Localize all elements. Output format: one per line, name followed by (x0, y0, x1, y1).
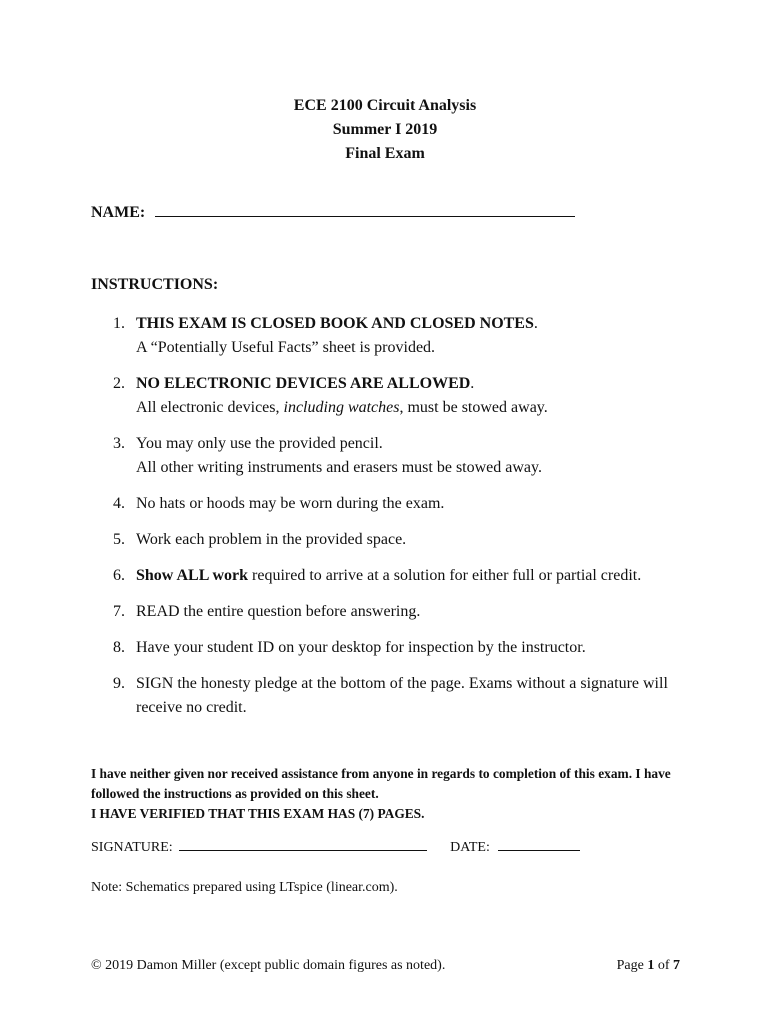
instruction-number: 1. (113, 315, 125, 332)
instruction-item (113, 636, 673, 660)
instruction-number: 5. (113, 531, 125, 548)
instruction-text: , must be stowed away. (399, 399, 548, 416)
instruction-number: 4. (113, 495, 125, 512)
instruction-item (113, 312, 673, 360)
instruction-bold-text: Show ALL work (136, 567, 249, 584)
schematics-note: Note: Schematics prepared using LTspice (linear.com). (91, 880, 398, 895)
copyright-footer: © 2019 Damon Miller (except public domain figures as noted). (91, 958, 446, 973)
honesty-pledge (91, 764, 691, 824)
course-title: ECE 2100 Circuit Analysis (293, 97, 477, 114)
instruction-text: A “Potentially Useful Facts” sheet is provided. (136, 339, 436, 356)
instruction-text: All electronic devices, (136, 399, 284, 416)
instruction-text: . (533, 315, 538, 332)
instruction-item (113, 564, 673, 588)
instruction-italic-text: including watches (283, 399, 400, 416)
instruction-number: 3. (113, 435, 125, 452)
page-prefix: Page (616, 958, 648, 973)
instruction-number: 7. (113, 603, 125, 620)
instruction-item (113, 528, 673, 552)
instruction-text: All other writing instruments and erasers must be stowed away. (136, 459, 542, 476)
date-label: DATE: (450, 840, 490, 855)
name-blank-line[interactable] (155, 202, 575, 217)
instruction-number: 8. (113, 639, 125, 656)
page-number (617, 958, 680, 974)
term-title: Summer I 2019 (332, 121, 438, 138)
signature-label: SIGNATURE: (91, 840, 173, 855)
name-field-row (91, 202, 575, 222)
instruction-item (113, 672, 673, 720)
instruction-bold-text: THIS EXAM IS CLOSED BOOK AND CLOSED NOTES (136, 315, 534, 332)
instruction-text: required to arrive at a solution for either full or partial credit. (248, 567, 642, 584)
name-label: NAME: (91, 204, 146, 221)
instruction-text: You may only use the provided pencil. (136, 435, 383, 452)
instruction-item (113, 492, 673, 516)
instruction-item (113, 372, 673, 420)
instruction-text: Work each problem in the provided space. (136, 531, 407, 548)
instruction-text: No hats or hoods may be worn during the exam. (136, 495, 445, 512)
date-blank-line[interactable] (498, 838, 580, 851)
exam-title: Final Exam (345, 145, 425, 162)
signature-blank-line[interactable] (179, 838, 427, 851)
instruction-item (113, 432, 673, 480)
instructions-heading: INSTRUCTIONS: (91, 276, 219, 293)
instruction-number: 2. (113, 375, 125, 392)
instruction-bold-text: NO ELECTRONIC DEVICES ARE ALLOWED (136, 375, 471, 392)
instructions-list (113, 312, 673, 732)
instruction-text: Have your student ID on your desktop for inspection by the instructor. (136, 639, 586, 656)
instruction-number: 9. (113, 675, 125, 692)
page-current: 1 (647, 958, 655, 973)
page-of: of (654, 958, 673, 973)
page-total: 7 (673, 958, 680, 973)
instruction-number: 6. (113, 567, 125, 584)
signature-row (91, 838, 580, 856)
instruction-item (113, 600, 673, 624)
instruction-text: . (470, 375, 475, 392)
pledge-statement: I have neither given nor received assistance from anyone in regards to completion of this exam. I have followed the instructions as provided on this sheet. (91, 766, 671, 801)
exam-title-block (0, 94, 770, 166)
instruction-text: SIGN the honesty pledge at the bottom of the page. Exams without a signature will receive no credit. (136, 675, 668, 716)
instruction-text: READ the entire question before answering. (136, 603, 421, 620)
pledge-page-verification: I HAVE VERIFIED THAT THIS EXAM HAS (7) PAGES. (91, 806, 425, 821)
